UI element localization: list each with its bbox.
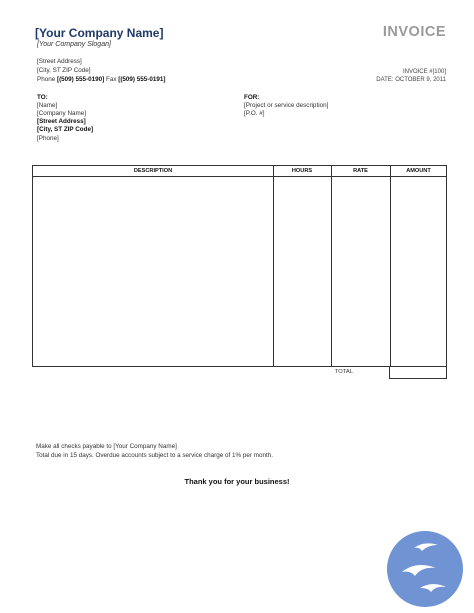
items-table: [32, 165, 447, 367]
invoice-number: INVOICE #[100]: [402, 69, 446, 75]
company-name: [Your Company Name]: [35, 26, 164, 40]
for-label: FOR:: [244, 94, 260, 101]
to-company: [Company Name]: [37, 110, 86, 117]
header-rate: RATE: [353, 168, 368, 174]
column-divider: [331, 166, 332, 366]
openoffice-logo-icon: [384, 526, 466, 608]
fax-label: Fax: [105, 76, 117, 83]
to-name: [Name]: [37, 102, 58, 109]
for-po: [P.O. #]: [244, 110, 265, 117]
company-street: [Street Address]: [37, 58, 82, 65]
fax-number: [(509) 555-0191]: [118, 76, 166, 83]
header-hours: HOURS: [291, 168, 313, 174]
company-slogan: [Your Company Slogan]: [37, 41, 111, 48]
phone-label: Phone: [37, 76, 56, 83]
company-city: [City, ST ZIP Code]: [37, 67, 91, 74]
footer-payable: Make all checks payable to [Your Company Name]: [36, 443, 177, 450]
to-label: TO:: [37, 94, 48, 101]
to-phone: [Phone]: [37, 135, 59, 142]
total-label: TOTAL: [334, 369, 353, 375]
total-amount-cell: [389, 367, 447, 379]
header-amount: AMOUNT: [406, 168, 431, 174]
to-street: [Street Address]: [37, 118, 86, 125]
total-row: [32, 367, 447, 379]
thank-you-message: Thank you for your business!: [184, 477, 290, 486]
invoice-title: INVOICE: [382, 24, 446, 40]
to-city: [City, ST ZIP Code]: [37, 126, 94, 133]
footer-terms: Total due in 15 days. Overdue accounts subject to a service charge of 1% per month.: [36, 452, 273, 459]
table-header: [33, 166, 446, 177]
for-description: [Project or service description]: [244, 102, 329, 109]
company-phone-fax: [37, 76, 166, 83]
header-description: DESCRIPTION: [133, 168, 173, 174]
column-divider: [273, 166, 274, 366]
column-divider: [390, 166, 391, 366]
phone-number: [(509) 555-0190]: [56, 76, 105, 83]
invoice-date: DATE: OCTOBER 9, 2011: [376, 77, 446, 83]
